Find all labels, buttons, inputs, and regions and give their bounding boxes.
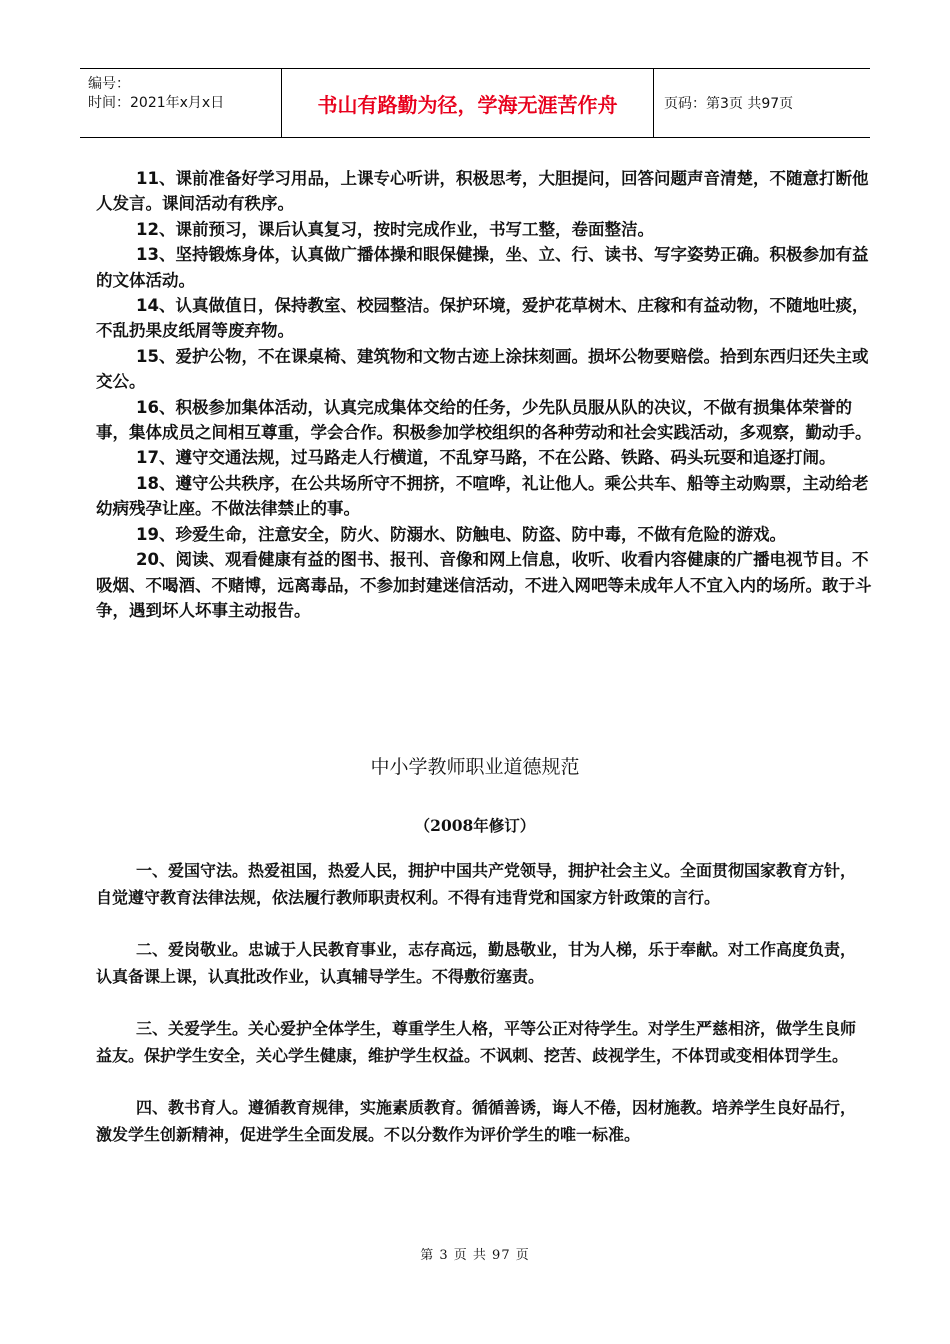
code-label: 编号： (88, 76, 130, 92)
rule-13: 13、坚持锻炼身体，认真做广播体操和眼保健操，坐、立、行、读书、写字姿势正确。积极参加有益的文体活动。 (96, 245, 869, 290)
time-label: 时间：2021年x月x日 (88, 95, 225, 111)
rule-11: 11、课前准备好学习用品，上课专心听讲，积极思考，大胆提问，回答问题声音清楚，不随意打断他人发言。课间活动有秩序。 (96, 169, 869, 214)
rule-20: 20、阅读、观看健康有益的图书、报刊、音像和网上信息，收听、收看内容健康的广播电视节目。不吸烟、不喝酒、不赌博，远离毒品，不参加封建迷信活动，不进入网吧等未成年人不宜入内的场所。敢于斗争，遇到坏人坏事主动报告。 (96, 550, 872, 620)
rule-19: 19、珍爱生命，注意安全，防火、防溺水、防触电、防盗、防中毒，不做有危险的游戏。 (136, 524, 786, 544)
norm-4: 四、教书育人。遵循教育规律，实施素质教育。循循善诱，诲人不倦，因材施教。培养学生良好品行，激发学生创新精神，促进学生全面发展。不以分数作为评价学生的唯一标准。 (96, 1098, 857, 1144)
rule-18: 18、遵守公共秩序，在公共场所守不拥挤，不喧哗，礼让他人。乘公共车、船等主动购票，主动给老幼病残孕让座。不做法律禁止的事。 (96, 473, 869, 519)
doc-subtitle: （2008年修订） (414, 816, 536, 835)
norm-1: 一、爱国守法。热爱祖国，热爱人民，拥护中国共产党领导，拥护社会主义。全面贯彻国家教育方针，自觉遵守教育法律法规，依法履行教师职责权利。不得有违背党和国家方针政策的言行。 (96, 861, 857, 907)
rule-12: 12、课前预习，课后认真复习，按时完成作业，书写工整，卷面整洁。 (136, 219, 654, 239)
doc-title: 中小学教师职业道德规范 (370, 756, 580, 778)
page-footer: 第 3 页 共 97 页 (420, 1248, 530, 1263)
rule-16: 16、积极参加集体活动，认真完成集体交给的任务，少先队员服从队的决议，不做有损集体荣誉的事，集体成员之间相互尊重，学会合作。积极参加学校组织的各种劳动和社会实践活动，多观察，勤动手。 (96, 397, 872, 443)
header-page-info: 页码：第3页 共97页 (664, 96, 794, 112)
norm-2: 二、爱岗敬业。忠诚于人民教育事业，志存高远，勤恳敬业，甘为人梯，乐于奉献。对工作高度负责，认真备课上课，认真批改作业，认真辅导学生。不得敷衍塞责。 (96, 940, 857, 986)
rule-14: 14、认真做值日，保持教室、校园整洁。保护环境，爱护花草树木、庄稼和有益动物，不随地吐痰，不乱扔果皮纸屑等废弃物。 (96, 296, 869, 341)
page-header (80, 68, 870, 138)
header-motto: 书山有路勤为径，学海无涯苦作舟 (282, 69, 654, 137)
teacher-norms (96, 858, 856, 1174)
student-rules (96, 166, 872, 623)
norm-3: 三、关爱学生。关心爱护全体学生，尊重学生人格，平等公正对待学生。对学生严慈相济，做学生良师益友。保护学生安全，关心学生健康，维护学生权益。不讽刺、挖苦、歧视学生，不体罚或变相体罚学生。 (96, 1019, 857, 1065)
rule-15: 15、爱护公物，不在课桌椅、建筑物和文物古迹上涂抹刻画。损坏公物要赔偿。拾到东西归还失主或交公。 (96, 346, 869, 392)
rule-17: 17、遵守交通法规，过马路走人行横道，不乱穿马路，不在公路、铁路、码头玩耍和追逐打闹。 (136, 448, 836, 468)
header-meta (80, 69, 282, 137)
